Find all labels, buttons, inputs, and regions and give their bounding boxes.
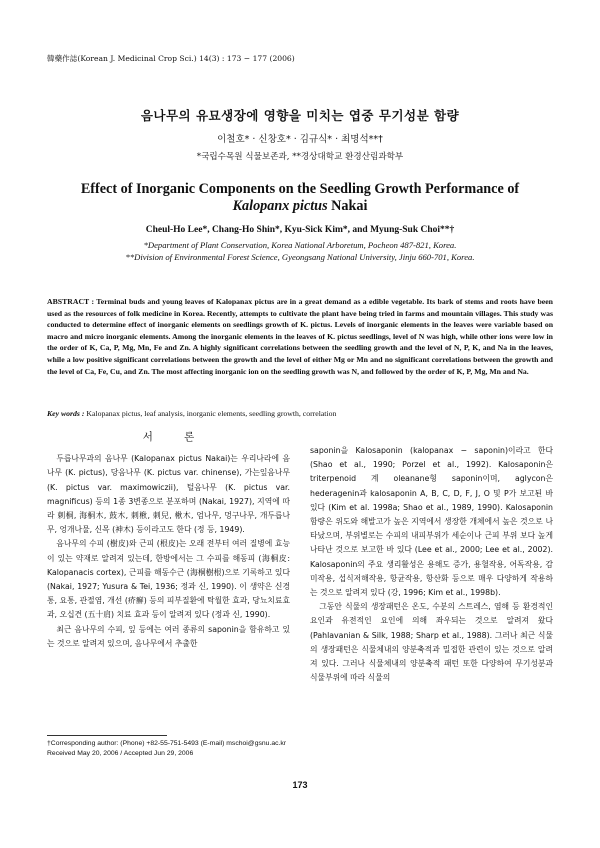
section-title: 서 론 — [142, 431, 209, 443]
paragraph: 최근 음나무의 수피, 잎 등에는 여러 종류의 saponin을 함유하고 있는 것으로 알려져 있으며, 음나무에서 추출한 — [47, 624, 290, 648]
page-number: 173 — [292, 780, 308, 790]
english-authors: Cheul-Ho Lee*, Chang-Ho Shin*, Kyu-Sick Kim*, and Myung-Suk Choi**† — [145, 225, 455, 235]
footnotes — [47, 739, 286, 759]
paragraph: 두릅나무과의 음나무 (Kalopanax pictus Nakai)는 우리나라에 음나무 (K. pictus), 당음나무 (K. pictus var. chinense), 가는잎음나무 (K. pictus var. maximowiczii), 털음나무 (K. pictus var. magnificus) 등의 1종 3변종으로 분포하며 (Nakai, 1927), 지역에 따라 刺桐, 海桐木, 鼓木, 刺楸, 刺兒, 楸木, 엄나무, 멍구나무, 개두릅나무, 엉개나물, 신목 (神木) 등이라고도 한다 (정 등, 1949). — [47, 454, 290, 535]
species-name: Kalopanx pictus — [232, 198, 328, 214]
korean-title: 음나무의 유묘생장에 영향을 미치는 엽중 무기성분 함량 — [140, 108, 460, 123]
english-title-line1: Effect of Inorganic Components on the Seedling Growth Performance of — [80, 181, 520, 197]
korean-authors: 이철호* · 신창호* · 김규식* · 최명석**† — [217, 134, 383, 145]
footnote-divider — [47, 735, 167, 736]
journal-header: 韓藥作誌(Korean J. Medicinal Crop Sci.) 14(3) : 173 − 177 (2006) — [47, 54, 295, 63]
paragraph: 음나무의 수피 (樹皮)와 근피 (根皮)는 오래 전부터 여러 질병에 효능이 있는 약재로 알려져 있는데, 한방에서는 그 수피를 해동피 (海桐皮: Kalopanacis cortex), 근피를 해동수근 (海桐樹根)으로 기록하고 있다 (Nakai, 1927; Yusura & Tei, 1936; 정과 신, 1990). 이 생약은 신경통, 요통, 관절염, 개선 (疥癬) 등의 피부질환에 탁월한 효과, 당뇨치료효과, 오십견 (五十肩) 치료 효과 등이 알려져 있다 (정과 신, 1990). — [47, 539, 290, 620]
corresponding-author: †Corresponding author: (Phone) +82-55-751-5493 (E-mail) mschoi@gsnu.ac.kr — [47, 740, 287, 747]
keywords-label: Key words : — [47, 409, 85, 418]
english-affiliation — [0, 239, 600, 263]
keywords — [47, 408, 553, 419]
english-title-line2 — [0, 198, 600, 215]
keywords-text: Kalopanax pictus, leaf analysis, inorganic elements, seedling growth, correlation — [84, 409, 337, 418]
abstract: ABSTRACT : Terminal buds and young leaves of Kalopanax pictus are in a great demand as a edible vegetable. Its bark of stems and roots have been used as the resources of folk medicine in Korea. Recently, attempts to cultivate the plant have being tried in farms and mountain villages. This study was conducted to determine effect of inorganic elements on seedlings growth of K. pictus. Levels of inorganic elements in the leaves were variable based on macro and micro inorganic elements. Among the inorganic elements in the leaves of K. pictus seedlings, level of N was high, while other ions were low in the order of K, Ca, P, Mg, Mn, Fe and Zn. A highly significant correlations between the seedling growth and the level of N, P, K, and Na in the leaves, while a low positive significant correlations between the growth and the level of either Mg or Mn and no significant correlations between the growth and the level of Ca, Fe, Cu, and Zn. The most affecting inorganic ion on the seedling growth was N, and followed by the order of K, P, Mg, Mn and Na. — [47, 297, 553, 376]
korean-affiliation: *국립수목원 식물보존과, **경상대학교 환경산림과학부 — [196, 152, 404, 162]
species-author: Nakai — [327, 198, 368, 214]
received-accepted: Received May 20, 2006 / Accepted Jun 29, 2006 — [47, 750, 194, 757]
left-column — [47, 430, 290, 651]
affiliation-line1: *Department of Plant Conservation, Korea National Arboretum, Pocheon 487-821, Korea. — [143, 240, 457, 250]
english-title — [0, 181, 600, 215]
affiliation-line2: **Division of Environmental Forest Science, Gyeongsang National University, Jinju 660-701, Korea. — [125, 252, 475, 262]
paragraph: saponin을 Kalosaponin (kalopanax − saponin)이라고 한다 (Shao et al., 1990; Porzel et al., 1992). Kalosaponin은 triterpenoid 계 oleanane형 saponin이며, aglycon은 hederagenin과 kalosaponin A, B, C, D, F, J, O 및 P가 보고된 바 있다 (Kim et al. 1998a; Shao et al., 1989, 1990). Kalosaponin 함량은 위도와 해발고가 높은 지역에서 생장한 개체에서 높은 것으로 나타났으며, 부위별로는 수피의 내피부위가 세순이나 근피 부위 보다 높게 나타난 것으로 보고한 바 있다 (Lee et al., 2000; Lee et al., 2002). Kalosaponin의 주요 생리활성은 용해도 증가, 용혈작용, 어독작용, 감미작용, 섭식저해작용, 항균작용, 항산화 등으로 매우 다양하게 작용하는 것으로 알려져 있다 (강, 1996; Kim et al., 1998b). — [310, 446, 553, 598]
paragraph: 그동안 식물의 생장패턴은 온도, 수분의 스트레스, 염해 등 환경적인 요인과 유전적인 요인에 의해 좌우되는 것으로 알려져 왔다 (Pahlavanian & Silk, 1988; Sharp et al., 1988). 그러나 최근 식물의 생장패턴은 식물체내의 양분축적과 밀접한 관련이 있는 것으로 알려져 있다. 그러나 식물체내의 양분축적 패턴 또한 다양하여 무기성분과 식물부위에 따라 식물의 — [310, 602, 553, 683]
right-column — [310, 444, 553, 685]
